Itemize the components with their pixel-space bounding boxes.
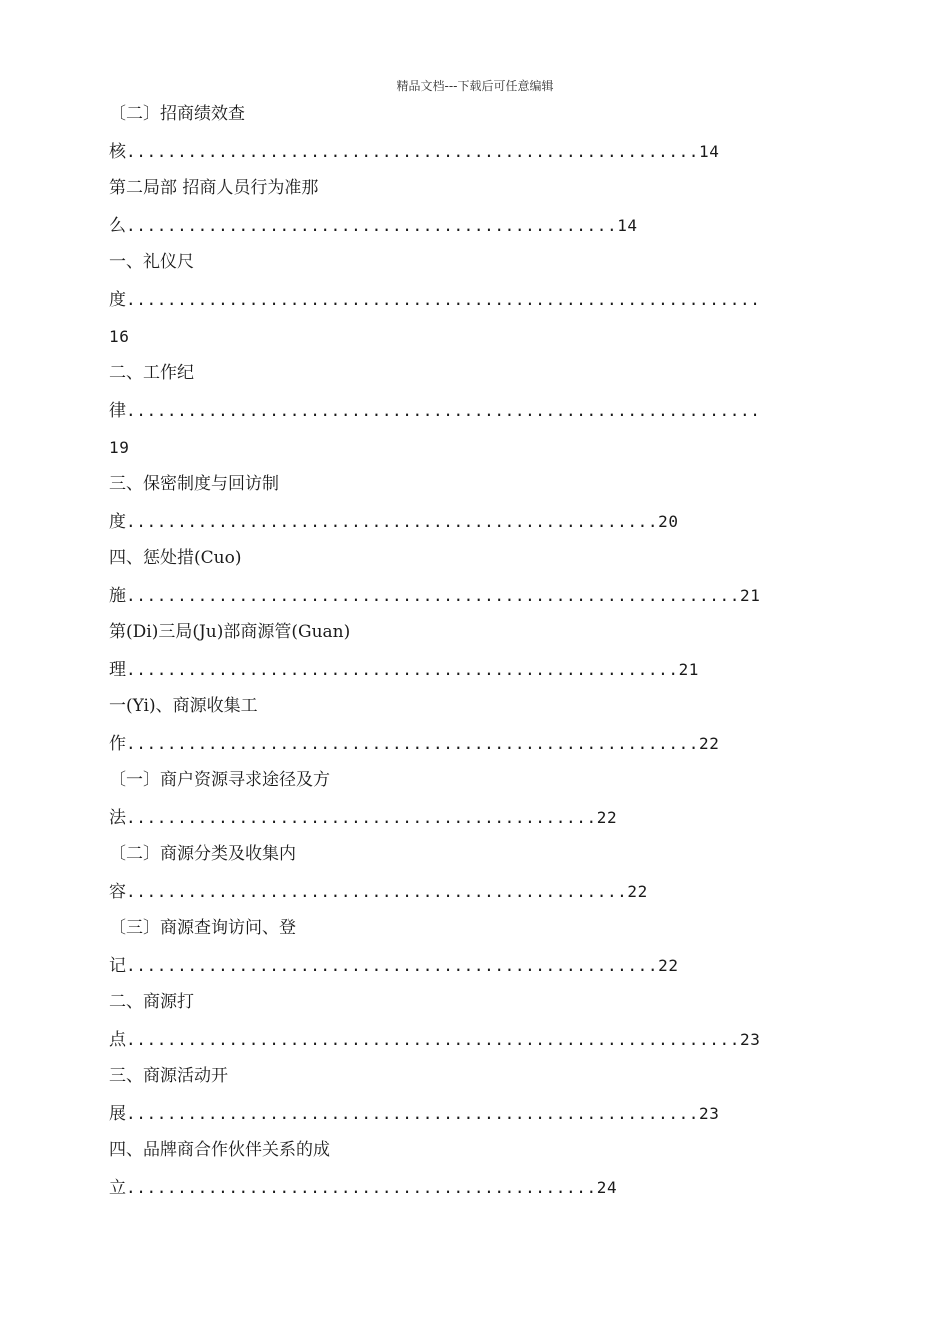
dot-leader: ........................................................: [126, 734, 700, 753]
toc-entry-leader: [109, 1021, 849, 1058]
toc-entry-title: 〔二〕商源分类及收集内: [109, 844, 296, 864]
toc-entry-continuation: 度: [109, 290, 126, 310]
toc-page-number: 23: [699, 1104, 720, 1123]
toc-page-number: 21: [678, 660, 700, 679]
toc-entry-title: 一、礼仪尺: [109, 252, 194, 272]
dot-leader: ........................................................: [126, 1104, 700, 1123]
toc-entry-continuation: 作: [109, 734, 126, 754]
toc-page-number: 23: [739, 1030, 761, 1049]
toc-entry-title: 〔三〕商源查询访问、登: [109, 918, 296, 938]
toc-page-number: 14: [617, 216, 638, 235]
toc-entry-continuation: 核: [109, 142, 126, 162]
toc-page-number: 19: [109, 438, 130, 457]
toc-entry-leader: [109, 947, 849, 984]
dot-leader: ..............................................................: [126, 290, 761, 309]
dot-leader: ......................................................: [126, 660, 679, 679]
toc-entry-title: 二、工作纪: [109, 363, 194, 383]
toc-entry-continuation: 点: [109, 1030, 126, 1050]
toc-page-number: 22: [627, 882, 648, 901]
toc-entry-title: 第二局部 招商人员行为准那: [109, 178, 319, 198]
toc-entry-leader: [109, 1095, 849, 1132]
page-header: 精品文档---下载后可任意编辑: [396, 79, 554, 93]
toc-entry-title: 三、商源活动开: [109, 1066, 228, 1086]
toc-entry-title: 第(Di)三局(Ju)部商源管(Guan): [109, 622, 351, 642]
toc-page-number: 20: [658, 512, 679, 531]
toc-entry-continuation: 立: [109, 1178, 126, 1198]
toc-entry-leader: [109, 577, 849, 614]
toc-entry-title: 二、商源打: [109, 992, 194, 1012]
toc-entry-continuation: 记: [109, 956, 126, 976]
toc-page-number: 22: [699, 734, 720, 753]
toc-entry-title: 三、保密制度与回访制: [109, 474, 279, 494]
dot-leader: ........................................................: [126, 142, 700, 161]
toc-entry-leader: [109, 725, 849, 762]
toc-entry-leader: [109, 873, 849, 910]
dot-leader: ............................................................: [126, 1030, 740, 1049]
toc-entry-title: 〔二〕招商绩效查: [109, 104, 245, 124]
toc-entry-continuation: 容: [109, 882, 126, 902]
toc-entry-title: 四、品牌商合作伙伴关系的成: [109, 1140, 330, 1160]
dot-leader: ................................................: [126, 216, 618, 235]
toc-page-number: 21: [739, 586, 761, 605]
toc-page-number: 16: [109, 327, 130, 346]
dot-leader: .................................................: [126, 882, 628, 901]
toc-entry-leader: [109, 651, 849, 688]
toc-entry-continuation: 度: [109, 512, 126, 532]
dot-leader: ..............................................: [126, 1178, 597, 1197]
toc-entry-continuation: 理: [109, 660, 126, 680]
dot-leader: ....................................................: [126, 512, 659, 531]
toc-entry-leader: [109, 392, 849, 429]
toc-entry-leader: [109, 1169, 849, 1206]
toc-entry-continuation: 法: [109, 808, 126, 828]
toc-entry-leader: [109, 799, 849, 836]
toc-page-number: 22: [596, 808, 618, 827]
table-of-contents: [109, 96, 849, 1206]
toc-entry-title: 一(Yi)、商源收集工: [109, 696, 258, 716]
dot-leader: ............................................................: [126, 586, 740, 605]
toc-entry-continuation: 么: [109, 216, 126, 236]
toc-entry-title: 四、惩处措(Cuo): [109, 548, 242, 568]
dot-leader: ..............................................: [126, 808, 597, 827]
toc-entry-leader: [109, 133, 849, 170]
toc-entry-leader: [109, 207, 849, 244]
toc-entry-title: 〔一〕商户资源寻求途径及方: [109, 770, 330, 790]
toc-page-number: 22: [658, 956, 679, 975]
toc-entry-leader: [109, 281, 849, 318]
toc-entry-leader: [109, 503, 849, 540]
toc-entry-continuation: 施: [109, 586, 126, 606]
toc-page-number: 24: [596, 1178, 618, 1197]
toc-entry-continuation: 律: [109, 401, 126, 421]
dot-leader: ..............................................................: [126, 401, 761, 420]
toc-page-number: 14: [699, 142, 720, 161]
dot-leader: ....................................................: [126, 956, 659, 975]
toc-entry-continuation: 展: [109, 1104, 126, 1124]
